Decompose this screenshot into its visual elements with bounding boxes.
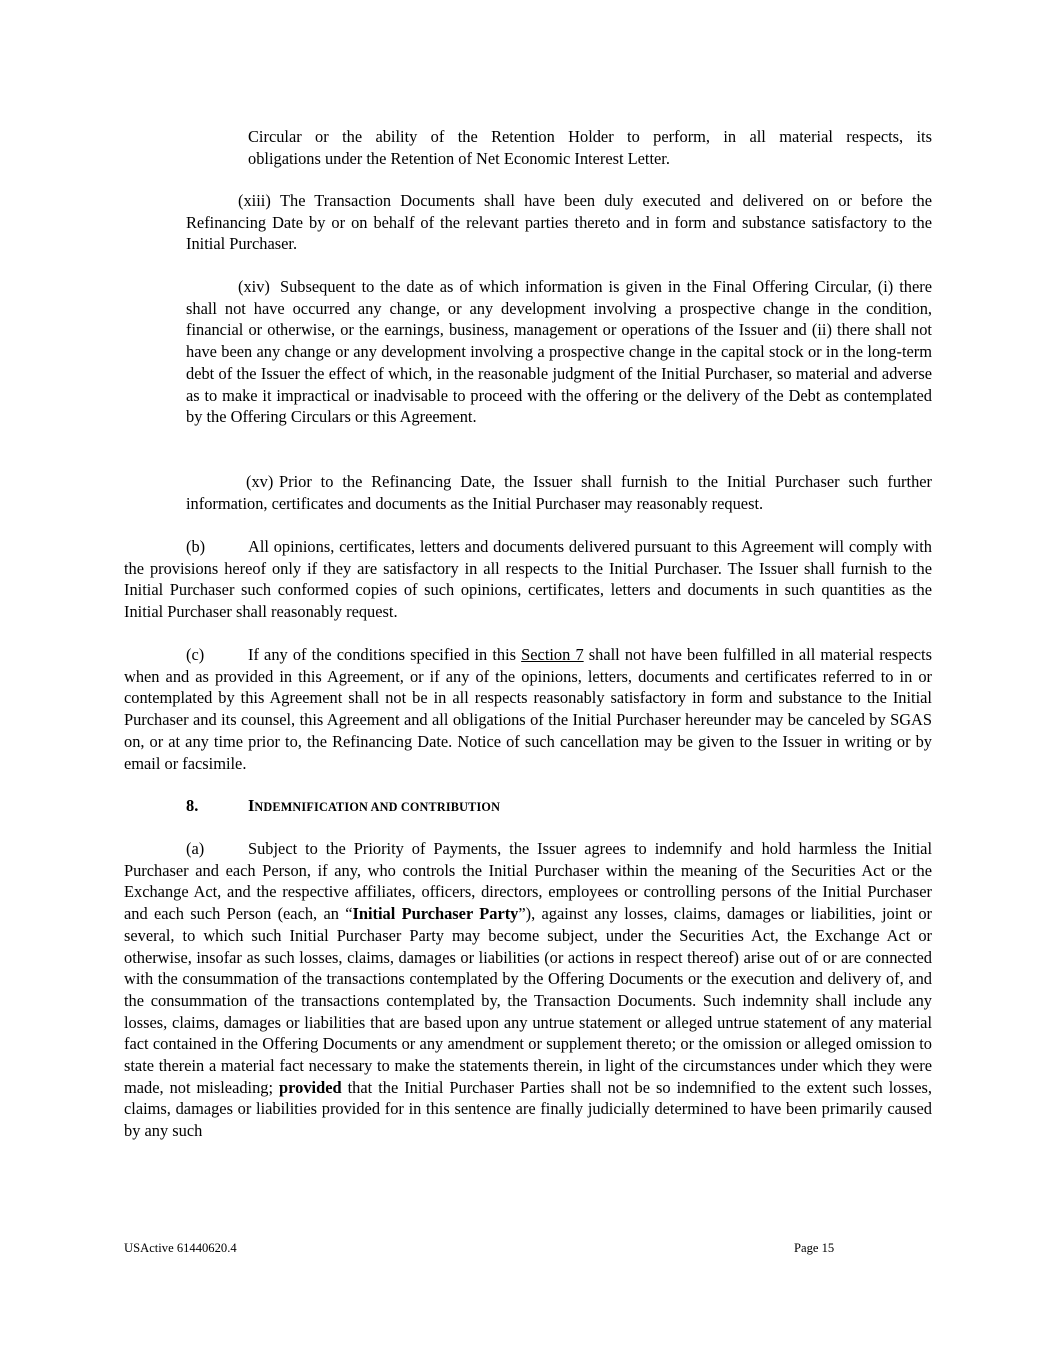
paragraph-a — [124, 838, 932, 1142]
paragraph-number-a: (a) — [186, 839, 205, 858]
paragraph-b — [124, 536, 932, 623]
section-number: 8. — [186, 796, 199, 815]
section-title-rest: NDEMNIFICATION AND CONTRIBUTION — [254, 800, 501, 814]
paragraph-xiii — [186, 190, 932, 255]
paragraph-number-b: (b) — [186, 537, 206, 556]
continuation-line-1: Circular or the ability of the Retention Holder to perform, in all material respects, its — [248, 127, 932, 146]
paragraph-text-a-1: Subject to the Priority of Payments, the Issuer agrees to indemnify and hold harmless the Initial Purchaser and each Person, if any, who controls the Initial Purchaser within the meaning of the Securities Act or the Exchange Act, and the respective affiliates, officers, directors, employees or controlling persons of the Initial Purchaser and each such Person (each, an “ — [124, 839, 932, 924]
paragraph-text-xv: Prior to the Refinancing Date, the Issuer shall furnish to the Initial Purchaser such further information, certificates and documents as the Initial Purchaser may reasonably request. — [186, 472, 932, 513]
paragraph-text-a-3: that the Initial Purchaser Parties shall not be so indemnified to the extent such losses, claims, damages or liabilities provided for in this sentence are finally judicially determined to have been primarily caused by any such — [124, 1077, 932, 1141]
paragraph-number-xiii: (xiii) — [238, 191, 271, 210]
paragraph-continuation — [248, 126, 932, 169]
paragraph-text-b: All opinions, certificates, letters and documents delivered pursuant to this Agreement will comply with the provisions hereof only if they are satisfactory in all respects to the Initial Purchaser. The Issuer shall furnish to the Initial Purchaser such conformed copies of such opinions, certificates, letters and documents in such quantities as the Initial Purchaser shall reasonably request. — [124, 537, 932, 622]
defined-term-initial-purchaser-party: Initial Purchaser Party — [352, 904, 519, 924]
paragraph-number-xiv: (xiv) — [238, 277, 270, 296]
paragraph-number-xv: (xv) — [246, 472, 274, 491]
paragraph-text-c-before: If any of the conditions specified in this — [248, 645, 522, 664]
footer-page-number: Page 15 — [794, 1241, 835, 1255]
provided-keyword: provided — [279, 1077, 342, 1097]
paragraph-text-xiii: The Transaction Documents shall have been duly executed and delivered on or before the Refinancing Date by or on behalf of the relevant parties thereto and in form and substance satisfactory to the Initial Purchaser. — [186, 191, 932, 254]
paragraph-text-xiv: Subsequent to the date as of which information is given in the Final Offering Circular, (i) there shall not have occurred any change, or any development involving a prospective change in the condition, financial or otherwise, or the earnings, business, management or operations of the Issuer and (ii) there shall not have been any change or any development involving a prospective change in the capital stock or in the long-term debt of the Issuer the effect of which, in the reasonable judgment of the Initial Purchaser, so material and adverse as to make it impractical or inadvisable to proceed with the offering or the delivery of the Debt as contemplated by the Offering Circulars or this Agreement. — [186, 277, 932, 427]
continuation-line-2: obligations under the Retention of Net Economic Interest Letter. — [248, 148, 670, 168]
paragraph-text-a-2: ”), against any losses, claims, damages or liabilities, joint or several, to which such Initial Purchaser Party may become subject, under the Securities Act, the Exchange Act or otherwise, insofar as such losses, claims, damages or liabilities (or actions in respect thereof) arise out of or are connected with the consummation of the transactions contemplated by the Offering Documents or the execution and delivery of, and the consummation of the transactions contemplated by, the Transaction Documents. Such indemnity shall include any losses, claims, damages or liabilities that are based upon any untrue statement or alleged untrue statement of any material fact contained in the Offering Documents or any amendment or supplement thereto; or the omission or alleged omission to state therein a material fact necessary to make the statements therein, in light of the circumstances under which they were made, not misleading; — [124, 904, 932, 1097]
paragraph-xv — [186, 471, 932, 514]
footer-doc-id: USActive 61440620.4 — [124, 1241, 237, 1255]
paragraph-text-c-after: shall not have been fulfilled in all material respects when and as provided in this Agreement, or if any of the opinions, letters, documents and certificates referred to in or contemplated by this Agreement shall not be in all respects reasonably satisfactory in form and substance to the Initial Purchaser and its counsel, this Agreement and all obligations of the Initial Purchaser hereunder may be canceled by SGAS on, or at any time prior to, the Refinancing Date. Notice of such cancellation may be given to the Issuer in writing or by email or facsimile. — [124, 645, 932, 773]
paragraph-xiv — [186, 276, 932, 428]
section-title-initial: I — [248, 796, 255, 815]
paragraph-number-c: (c) — [186, 645, 205, 664]
section-7-link[interactable]: Section 7 — [521, 645, 584, 664]
section-heading-8 — [186, 795, 500, 819]
paragraph-c — [124, 644, 932, 774]
